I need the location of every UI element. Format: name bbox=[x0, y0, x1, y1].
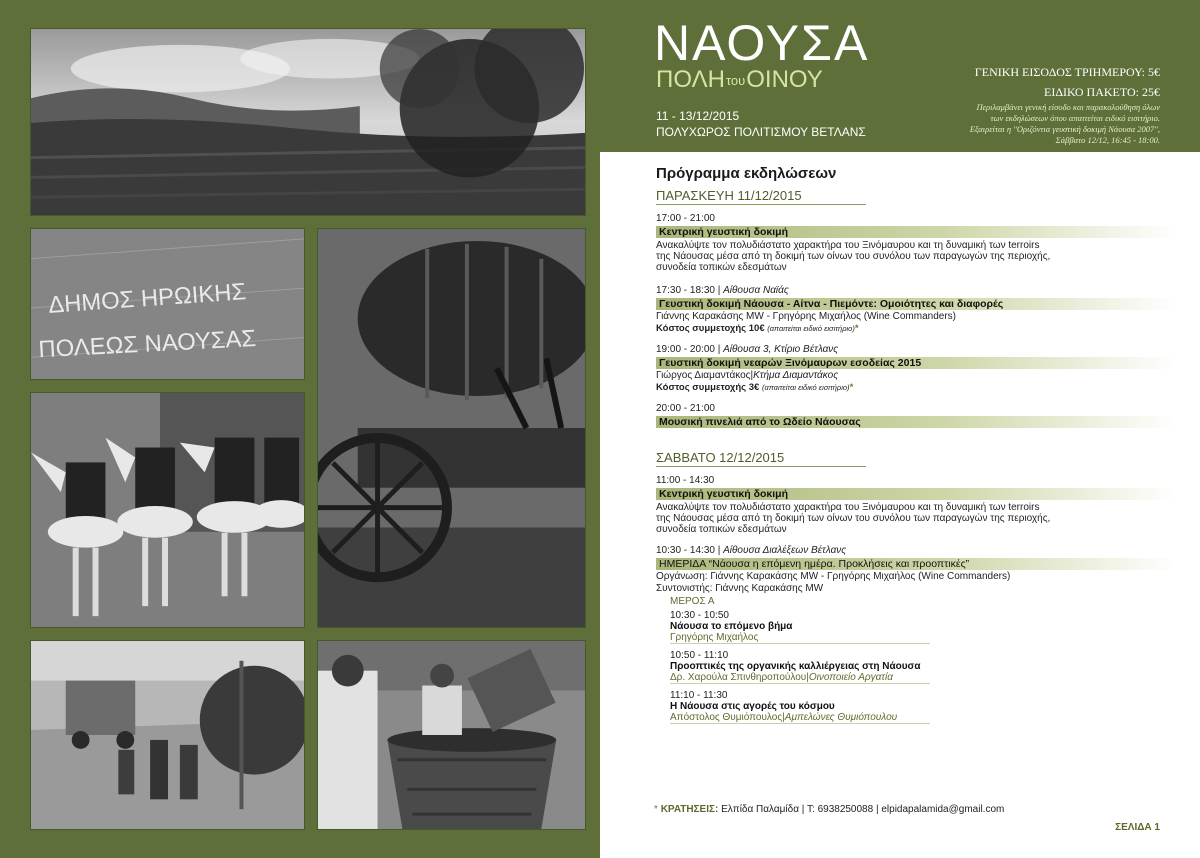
cost-amount: Κόστος συμμετοχής 10€ bbox=[656, 323, 765, 334]
svg-text:ΠΟΛΕΩΣ ΝΑΟΥΣΑΣ: ΠΟΛΕΩΣ ΝΑΟΥΣΑΣ bbox=[37, 325, 257, 364]
event-time: 17:00 - 21:00 bbox=[656, 213, 715, 224]
logo-subtitle-mid: του bbox=[725, 72, 746, 88]
event-coordinator: Συντονιστής: Γιάννης Καρακάσης MW bbox=[656, 583, 824, 594]
booking-phone[interactable]: Τ: 6938250088 bbox=[807, 804, 874, 815]
vineyard-landscape-photo bbox=[30, 28, 586, 216]
talk-title: Η Νάουσα στις αγορές του κόσμου bbox=[670, 701, 835, 712]
time-range: 17:30 - 18:30 bbox=[656, 285, 715, 296]
event-place: Αίθουσα 3, Κτίριο Βέτλανς bbox=[723, 344, 839, 355]
description-line: συνοδεία τοπικών εδεσμάτων bbox=[656, 262, 787, 273]
event-description bbox=[656, 502, 1176, 535]
event-title: ΗΜΕΡΙΔΑ “Νάουσα η επόμενη ημέρα. Προκλήσεις και προοπτικές” bbox=[656, 558, 1176, 570]
event-time: 17:30 - 18:30 | Αίθουσα Ναϊάς bbox=[656, 285, 789, 296]
speaker-affiliation: Αμπελώνες Θυμιόπουλου bbox=[784, 712, 898, 723]
vintage-harvest-photo bbox=[30, 640, 305, 830]
general-entry-price: ΓΕΝΙΚΗ ΕΙΣΟΔΟΣ ΤΡΙΗΜΕΡΟΥ: 5€ bbox=[974, 65, 1160, 79]
event-venue: ΠΟΛΥΧΩΡΟΣ ΠΟΛΙΤΙΣΜΟΥ ΒΕΤΛΑΝΣ bbox=[656, 125, 866, 139]
event-organizer: Οργάνωση: Γιάννης Καρακάσης MW - Γρηγόρης Μιχαήλος (Wine Commanders) bbox=[656, 571, 1011, 582]
price-box bbox=[970, 62, 1160, 146]
event-item bbox=[656, 475, 1176, 535]
dancers-photo bbox=[30, 392, 305, 628]
asterisk-icon: * bbox=[849, 382, 854, 393]
event-dates: 11 - 13/12/2015 bbox=[656, 109, 740, 123]
event-item bbox=[656, 545, 1176, 724]
program-panel bbox=[600, 0, 1200, 858]
event-cost bbox=[656, 323, 1176, 334]
time-range: 19:00 - 20:00 bbox=[656, 344, 715, 355]
talk-title: Προοπτικές της οργανικής καλλιέργειας στη Νάουσα bbox=[670, 661, 921, 672]
talk-item bbox=[670, 690, 1176, 724]
event-title: Γευστική δοκιμή νεαρών Ξινόμαυρων εσοδείας 2015 bbox=[656, 357, 1176, 369]
description-line: Ανακαλύψτε τον πολυδιάστατο χαρακτήρα του Ξινόμαυρου και τη δυναμική των terroirs bbox=[656, 240, 1040, 251]
event-presenters: Γιάννης Καρακάσης MW - Γρηγόρης Μιχαήλος (Wine Commanders) bbox=[656, 311, 956, 322]
cost-note: (απαιτείται ειδικό εισιτήριο) bbox=[767, 324, 855, 333]
booking-line: * ΚΡΑΤΗΣΕΙΣ: Ελπίδα Παλαμίδα | Τ: 6938250088 | elpidapalamida@gmail.com bbox=[654, 804, 1005, 815]
event-item bbox=[656, 403, 1176, 428]
svg-text:ΔΗΜΟΣ ΗΡΩΙΚΗΣ: ΔΗΜΟΣ ΗΡΩΙΚΗΣ bbox=[47, 278, 247, 319]
asterisk-icon: * bbox=[854, 323, 859, 334]
event-item bbox=[656, 344, 1176, 393]
day-title-saturday: ΣΑΒΒΑΤΟ 12/12/2015 bbox=[656, 450, 866, 467]
event-time: 11:00 - 14:30 bbox=[656, 475, 715, 486]
package-note-line: Περιλαμβάνει γενική είσοδο και παρακολούθηση όλων bbox=[976, 102, 1160, 112]
talk-speaker: Απόστολος Θυμιόπουλος|Αμπελώνες Θυμιόπουλου bbox=[670, 712, 930, 724]
booking-name: Ελπίδα Παλαμίδα bbox=[721, 804, 800, 815]
event-time: 19:00 - 20:00 | Αίθουσα 3, Κτίριο Βέτλανς bbox=[656, 344, 839, 355]
logo-title: ΝΑΟΥΣΑ bbox=[654, 15, 870, 71]
event-place: Αίθουσα Διαλέξεων Βέτλανς bbox=[723, 545, 847, 556]
event-time: 20:00 - 21:00 bbox=[656, 403, 715, 414]
description-line: της Νάουσας μέσα από τη δοκιμή των οίνων του συνόλου των παραγωγών της περιοχής, bbox=[656, 513, 1051, 524]
program-list bbox=[656, 165, 1176, 724]
part-label: ΜΕΡΟΣ Α bbox=[670, 596, 715, 607]
description-line: συνοδεία τοπικών εδεσμάτων bbox=[656, 524, 787, 535]
time-range: 10:30 - 14:30 bbox=[656, 545, 715, 556]
package-note-line: Εξαιρείται η "Οριζόντια γευστική δοκιμή Νάουσα 2007", bbox=[969, 124, 1160, 134]
booking-label: ΚΡΑΤΗΣΕΙΣ: bbox=[660, 804, 719, 815]
page-number: ΣΕΛΙΔΑ 1 bbox=[1115, 822, 1160, 833]
asterisk-icon: * bbox=[654, 804, 658, 815]
event-title: Κεντρική γευστική δοκιμή bbox=[656, 488, 1176, 500]
talk-item bbox=[670, 610, 1176, 644]
event-item bbox=[656, 285, 1176, 334]
logo-subtitle-right: ΟΙΝΟΥ bbox=[746, 66, 823, 93]
talk-speaker: Γρηγόρης Μιχαήλος bbox=[670, 632, 930, 644]
event-presenters: Γιώργος Διαμαντάκος|Κτήμα Διαμαντάκος bbox=[656, 370, 839, 381]
event-description bbox=[656, 240, 1176, 273]
day-title-friday: ΠΑΡΑΣΚΕΥΗ 11/12/2015 bbox=[656, 188, 866, 205]
talk-time: 11:10 - 11:30 bbox=[670, 690, 728, 701]
logo-subtitle-left: ΠΟΛΗ bbox=[656, 66, 725, 93]
barrel-wagon-photo bbox=[317, 228, 586, 628]
package-note-line: των εκδηλώσεων όπου απαιτείται ειδικό εισιτήριο. bbox=[990, 113, 1160, 123]
event-cost bbox=[656, 382, 1176, 393]
event-item bbox=[656, 213, 1176, 273]
event-time: 10:30 - 14:30 | Αίθουσα Διαλέξεων Βέτλανς bbox=[656, 545, 847, 556]
program-title: Πρόγραμμα εκδηλώσεων bbox=[656, 165, 837, 182]
package-note-line: Σάββατο 12/12, 16:45 - 18:00. bbox=[1055, 135, 1160, 145]
stone-sign-photo bbox=[30, 228, 305, 380]
speaker-name: Απόστολος Θυμιόπουλος bbox=[670, 712, 783, 723]
presenter-affiliation: Κτήμα Διαμαντάκος bbox=[753, 370, 839, 381]
event-title: Κεντρική γευστική δοκιμή bbox=[656, 226, 1176, 238]
talk-speaker: Δρ. Χαρούλα Σπινθηροπούλου|Οινοποιείο Αργατία bbox=[670, 672, 930, 684]
event-title: Μουσική πινελιά από το Ωδείο Νάουσας bbox=[656, 416, 1176, 428]
cost-amount: Κόστος συμμετοχής 3€ bbox=[656, 382, 760, 393]
cost-note: (απαιτείται ειδικό εισιτήριο) bbox=[761, 383, 850, 392]
grape-crushing-photo bbox=[317, 640, 586, 830]
package-price: ΕΙΔΙΚΟ ΠΑΚΕΤΟ: 25€ bbox=[1044, 85, 1160, 99]
description-line: της Νάουσας μέσα από τη δοκιμή των οίνων του συνόλου των παραγωγών της περιοχής, bbox=[656, 251, 1051, 262]
presenter-name: Γιώργος Διαμαντάκος bbox=[656, 370, 751, 381]
booking-email[interactable]: elpidapalamida@gmail.com bbox=[881, 804, 1005, 815]
talk-list bbox=[670, 610, 1176, 724]
description-line: Ανακαλύψτε τον πολυδιάστατο χαρακτήρα του Ξινόμαυρου και τη δυναμική των terroirs bbox=[656, 502, 1040, 513]
talk-title: Νάουσα το επόμενο βήμα bbox=[670, 621, 793, 632]
header-band bbox=[600, 0, 1200, 152]
event-title: Γευστική δοκιμή Νάουσα - Αίτνα - Πιεμόντε: Ομοιότητες και διαφορές bbox=[656, 298, 1176, 310]
logo-subtitle bbox=[656, 66, 823, 95]
speaker-name: Δρ. Χαρούλα Σπινθηροπούλου bbox=[670, 672, 807, 683]
talk-item bbox=[670, 650, 1176, 684]
talk-time: 10:50 - 11:10 bbox=[670, 650, 729, 661]
speaker-affiliation: Οινοποιείο Αργατία bbox=[808, 672, 893, 683]
event-place: Αίθουσα Ναϊάς bbox=[723, 285, 789, 296]
talk-time: 10:30 - 10:50 bbox=[670, 610, 729, 621]
